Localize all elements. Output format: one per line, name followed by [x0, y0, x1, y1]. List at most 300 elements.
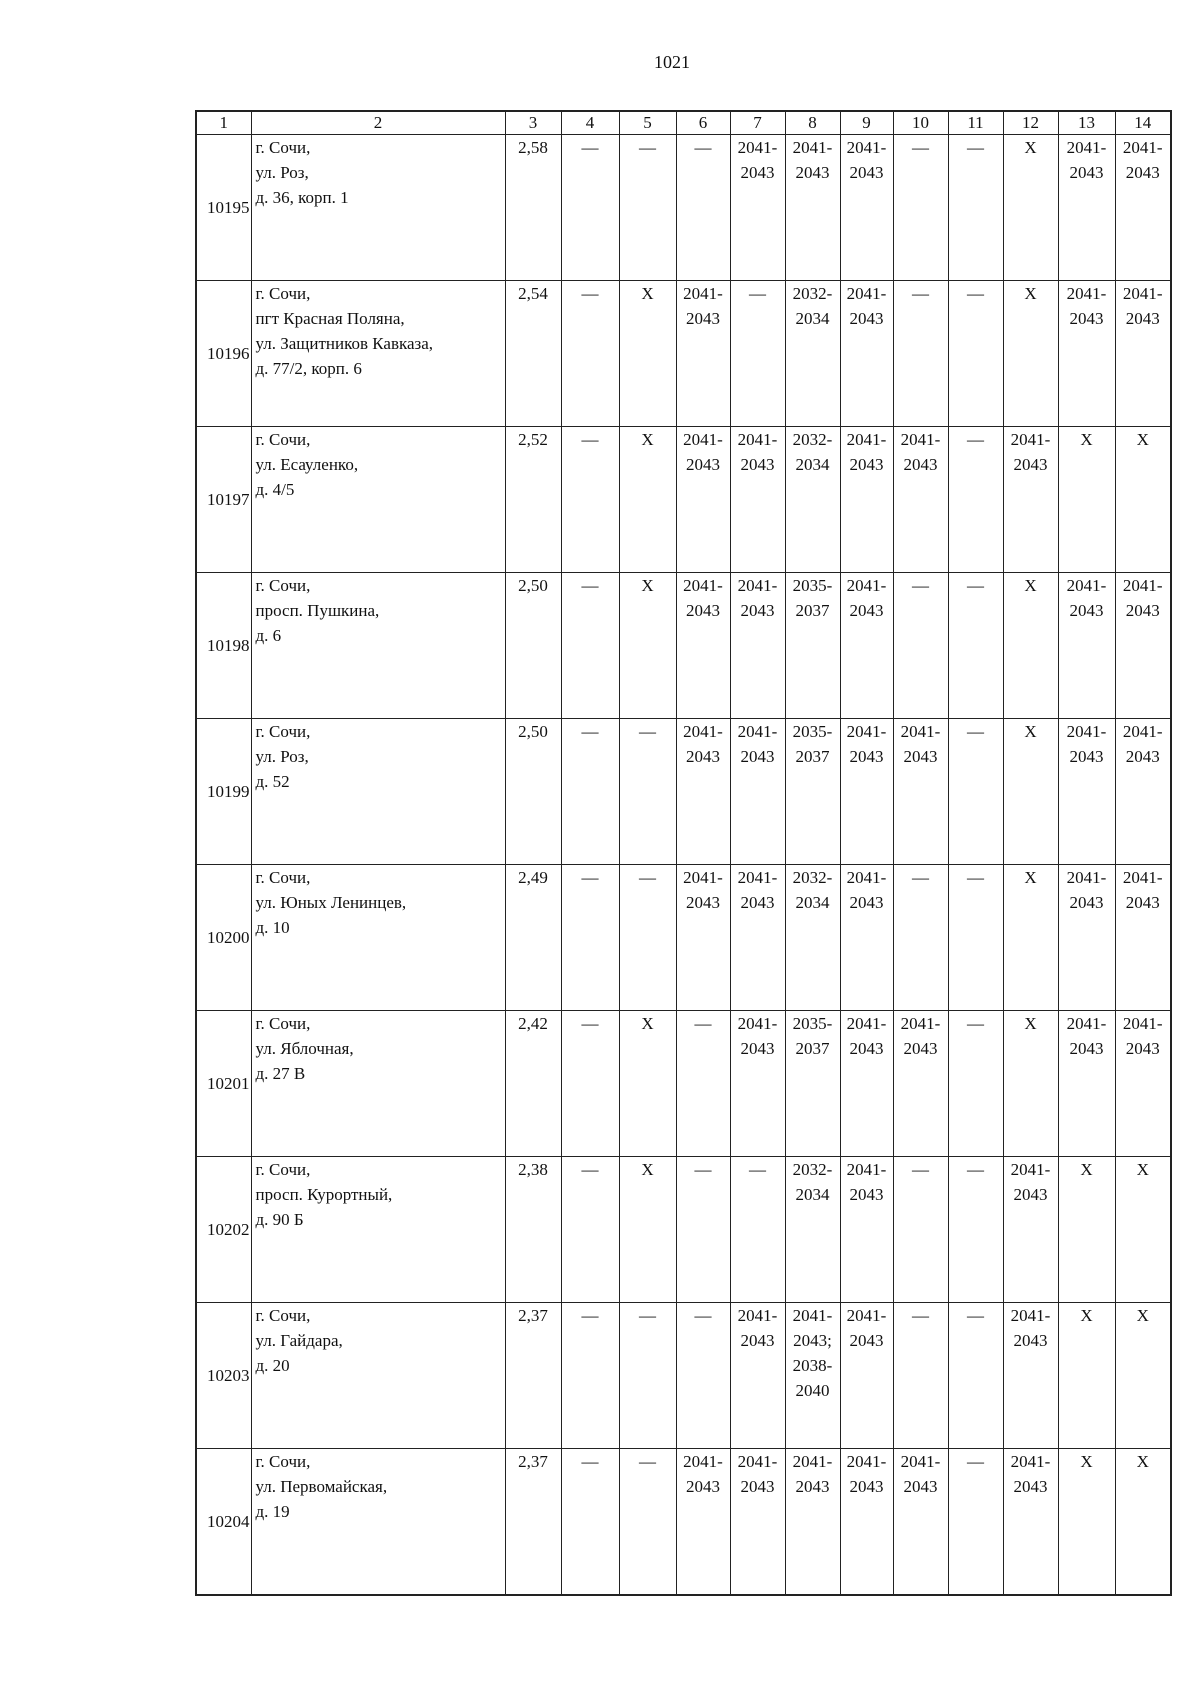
cell-line: — [749, 1160, 766, 1179]
cell-line: 2043 [1013, 455, 1048, 474]
column-header: 12 [1003, 111, 1058, 135]
cell-line: 2041- [683, 430, 723, 449]
column-header: 14 [1115, 111, 1171, 135]
cell-line: — [581, 138, 599, 157]
cell-line: 2043 [849, 163, 884, 182]
period-cell [561, 573, 619, 719]
cell-line: 2043 [903, 1477, 938, 1496]
period-cell [730, 719, 785, 865]
period-cell [1058, 1011, 1115, 1157]
cell-line: 2043 [849, 1331, 884, 1350]
table-body [196, 135, 1171, 1596]
cell-line: — [967, 138, 984, 157]
table-row [196, 281, 1171, 427]
cell-line: 2041- [900, 1014, 941, 1033]
period-cell [730, 427, 785, 573]
cell-line: Х [641, 1014, 654, 1033]
cell-line: — [639, 722, 656, 741]
cell-line: — [694, 1160, 712, 1179]
period-cell [785, 1449, 840, 1596]
cell-line: — [967, 868, 984, 887]
cell-line: Х [641, 284, 654, 303]
value-cell: 2,54 [505, 281, 561, 427]
cell-line: 2043 [740, 601, 775, 620]
period-cell [1003, 719, 1058, 865]
period-cell [730, 865, 785, 1011]
cell-line: — [749, 284, 766, 303]
address-line: г. Сочи, [255, 576, 311, 595]
period-cell [1003, 1303, 1058, 1449]
page-number: 1021 [654, 52, 690, 72]
cell-line: 2043 [686, 1477, 720, 1496]
cell-line: 2041- [683, 576, 723, 595]
period-cell [730, 1303, 785, 1449]
cell-line: 2041- [683, 722, 723, 741]
period-cell [561, 1303, 619, 1449]
cell-line: 2041- [1066, 576, 1107, 595]
value-cell: 2,42 [505, 1011, 561, 1157]
cell-line: Х [1136, 1160, 1149, 1179]
cell-line: 2043 [1069, 747, 1104, 766]
cell-line: — [912, 576, 929, 595]
cell-line: Х [1024, 284, 1037, 303]
cell-line: 2043 [1069, 601, 1104, 620]
period-cell [1058, 865, 1115, 1011]
address-line: г. Сочи, [255, 138, 311, 157]
column-header: 9 [840, 111, 893, 135]
period-cell [893, 135, 948, 281]
address-line: г. Сочи, [255, 1014, 311, 1033]
period-cell [1058, 135, 1115, 281]
cell-line: 2041- [846, 1014, 887, 1033]
period-cell [948, 427, 1003, 573]
table-row [196, 865, 1171, 1011]
cell-line: — [581, 576, 599, 595]
row-number: 10201 [196, 1011, 251, 1157]
cell-line: 2037 [795, 601, 830, 620]
period-cell [948, 1011, 1003, 1157]
period-cell [1003, 573, 1058, 719]
period-cell [676, 1449, 730, 1596]
cell-line: 2043 [1069, 1039, 1104, 1058]
cell-line: Х [641, 1160, 654, 1179]
address-line: д. 19 [255, 1502, 290, 1521]
cell-line: 2041- [683, 1452, 723, 1471]
cell-line: 2037 [795, 747, 830, 766]
period-cell [730, 573, 785, 719]
period-cell [840, 1303, 893, 1449]
cell-line: Х [641, 430, 654, 449]
address-line: ул. Роз, [255, 747, 309, 766]
cell-line: 2041- [1122, 868, 1163, 887]
cell-line: 2041- [683, 868, 723, 887]
cell-line: — [581, 1014, 599, 1033]
cell-line: — [581, 1160, 599, 1179]
period-cell [561, 1157, 619, 1303]
value-cell: 2,52 [505, 427, 561, 573]
period-cell [676, 719, 730, 865]
cell-line: — [639, 1452, 656, 1471]
period-cell [619, 135, 676, 281]
header-row [196, 111, 1171, 135]
cell-line: 2043 [686, 455, 720, 474]
period-cell [561, 1449, 619, 1596]
period-cell [561, 865, 619, 1011]
period-cell [561, 427, 619, 573]
cell-line: 2041- [1066, 1014, 1107, 1033]
row-number: 10199 [196, 719, 251, 865]
cell-line: 2034 [795, 893, 830, 912]
cell-line: 2041- [737, 868, 778, 887]
column-header: 2 [251, 111, 505, 135]
cell-line: 2035- [792, 1014, 833, 1033]
period-cell [561, 719, 619, 865]
cell-line: 2041- [846, 576, 887, 595]
cell-line: 2043; [793, 1331, 832, 1350]
value-cell: 2,38 [505, 1157, 561, 1303]
period-cell [840, 1449, 893, 1596]
cell-line: Х [1136, 430, 1149, 449]
period-cell [619, 573, 676, 719]
period-cell [561, 281, 619, 427]
address-cell [251, 865, 505, 1011]
period-cell [1003, 1449, 1058, 1596]
registry-table [195, 110, 1172, 1596]
cell-line: 2043 [686, 601, 720, 620]
period-cell [730, 135, 785, 281]
period-cell [619, 1157, 676, 1303]
table-row [196, 1449, 1171, 1596]
cell-line: — [581, 868, 599, 887]
period-cell [948, 281, 1003, 427]
cell-line: — [694, 138, 712, 157]
address-line: ул. Первомайская, [255, 1477, 388, 1496]
cell-line: 2043 [849, 1039, 884, 1058]
cell-line: — [694, 1014, 712, 1033]
cell-line: 2043 [1069, 309, 1104, 328]
cell-line: 2043 [795, 163, 830, 182]
period-cell [676, 427, 730, 573]
address-line: д. 52 [255, 772, 290, 791]
column-header: 6 [676, 111, 730, 135]
cell-line: 2041- [737, 1306, 778, 1325]
address-line: д. 27 В [255, 1064, 306, 1083]
period-cell [785, 573, 840, 719]
cell-line: Х [1080, 430, 1093, 449]
table-row [196, 719, 1171, 865]
cell-line: — [639, 138, 656, 157]
row-number: 10203 [196, 1303, 251, 1449]
cell-line: — [912, 868, 929, 887]
row-number: 10196 [196, 281, 251, 427]
cell-line: 2032- [792, 430, 833, 449]
cell-line: 2034 [795, 1185, 830, 1204]
period-cell [948, 573, 1003, 719]
cell-line: — [967, 1014, 984, 1033]
period-cell [893, 281, 948, 427]
period-cell [948, 719, 1003, 865]
cell-line: 2041- [846, 1306, 887, 1325]
cell-line: Х [1024, 722, 1037, 741]
period-cell [676, 865, 730, 1011]
period-cell [785, 1157, 840, 1303]
address-line: ул. Юных Ленинцев, [255, 893, 407, 912]
address-line: ул. Защитников Кавказа, [255, 334, 434, 353]
row-number: 10195 [196, 135, 251, 281]
period-cell [948, 1303, 1003, 1449]
address-cell [251, 281, 505, 427]
table-row [196, 135, 1171, 281]
cell-line: 2041- [1010, 430, 1051, 449]
column-header: 13 [1058, 111, 1115, 135]
cell-line: 2043 [795, 1477, 830, 1496]
period-cell [1003, 865, 1058, 1011]
cell-line: 2043 [740, 1039, 775, 1058]
cell-line: 2034 [795, 455, 830, 474]
period-cell [893, 1303, 948, 1449]
column-header: 11 [948, 111, 1003, 135]
period-cell [840, 281, 893, 427]
cell-line: 2043 [849, 309, 884, 328]
value-cell: 2,37 [505, 1449, 561, 1596]
period-cell [619, 1449, 676, 1596]
address-cell [251, 135, 505, 281]
cell-line: 2041- [1066, 722, 1107, 741]
cell-line: 2043 [1013, 1185, 1048, 1204]
cell-line: Х [1024, 576, 1037, 595]
cell-line: 2040 [795, 1381, 830, 1400]
address-cell [251, 573, 505, 719]
address-line: д. 90 Б [255, 1210, 304, 1229]
cell-line: — [967, 284, 984, 303]
value-cell: 2,49 [505, 865, 561, 1011]
cell-line: — [581, 284, 599, 303]
address-line: д. 20 [255, 1356, 290, 1375]
cell-line: 2034 [795, 309, 830, 328]
period-cell [840, 135, 893, 281]
cell-line: 2043 [849, 601, 884, 620]
cell-line: 2041- [737, 138, 778, 157]
cell-line: 2041- [737, 722, 778, 741]
cell-line: 2041- [846, 284, 887, 303]
cell-line: 2043 [1125, 747, 1160, 766]
period-cell [785, 865, 840, 1011]
cell-line: 2043 [849, 893, 884, 912]
period-cell [1003, 281, 1058, 427]
row-number: 10202 [196, 1157, 251, 1303]
period-cell [619, 1011, 676, 1157]
period-cell [893, 1157, 948, 1303]
cell-line: 2041- [1122, 576, 1163, 595]
value-cell: 2,50 [505, 573, 561, 719]
cell-line: — [967, 722, 984, 741]
address-cell [251, 427, 505, 573]
period-cell [730, 281, 785, 427]
address-line: д. 77/2, корп. 6 [255, 359, 362, 378]
cell-line: 2032- [792, 1160, 833, 1179]
cell-line: 2043 [903, 747, 938, 766]
cell-line: 2043 [1125, 163, 1160, 182]
cell-line: 2041- [900, 722, 941, 741]
cell-line: 2041- [1066, 138, 1107, 157]
address-line: г. Сочи, [255, 1306, 311, 1325]
address-line: ул. Гайдара, [255, 1331, 343, 1350]
period-cell [1003, 135, 1058, 281]
cell-line: — [912, 1306, 929, 1325]
cell-line: — [967, 1306, 984, 1325]
period-cell [893, 865, 948, 1011]
period-cell [1058, 427, 1115, 573]
column-header: 7 [730, 111, 785, 135]
cell-line: 2037 [795, 1039, 830, 1058]
period-cell [1058, 573, 1115, 719]
period-cell [1058, 281, 1115, 427]
period-cell [619, 427, 676, 573]
period-cell [1058, 1449, 1115, 1596]
cell-line: 2043 [740, 893, 775, 912]
period-cell [785, 135, 840, 281]
address-line: ул. Роз, [255, 163, 309, 182]
cell-line: 2041- [1066, 868, 1107, 887]
address-line: г. Сочи, [255, 868, 311, 887]
address-line: д. 6 [255, 626, 282, 645]
period-cell [730, 1157, 785, 1303]
table-row [196, 573, 1171, 719]
cell-line: Х [641, 576, 654, 595]
value-cell: 2,37 [505, 1303, 561, 1449]
period-cell [1115, 281, 1171, 427]
cell-line: 2038- [792, 1356, 833, 1375]
period-cell [840, 1011, 893, 1157]
cell-line: Х [1080, 1306, 1093, 1325]
cell-line: — [967, 430, 984, 449]
cell-line: Х [1024, 138, 1037, 157]
cell-line: 2035- [792, 576, 833, 595]
cell-line: — [694, 1306, 712, 1325]
period-cell [561, 135, 619, 281]
cell-line: Х [1080, 1452, 1093, 1471]
address-line: д. 10 [255, 918, 290, 937]
cell-line: Х [1024, 1014, 1037, 1033]
cell-line: — [639, 1306, 656, 1325]
cell-line: 2043 [849, 455, 884, 474]
period-cell [948, 865, 1003, 1011]
address-cell [251, 1157, 505, 1303]
value-cell: 2,58 [505, 135, 561, 281]
cell-line: 2041- [846, 868, 887, 887]
period-cell [561, 1011, 619, 1157]
period-cell [1115, 427, 1171, 573]
cell-line: 2043 [1069, 893, 1104, 912]
value-cell: 2,50 [505, 719, 561, 865]
cell-line: 2041- [792, 1306, 833, 1325]
period-cell [1115, 135, 1171, 281]
address-cell [251, 1011, 505, 1157]
cell-line: 2041- [846, 1452, 887, 1471]
cell-line: 2041- [792, 138, 833, 157]
address-line: д. 4/5 [255, 480, 295, 499]
period-cell [840, 427, 893, 573]
cell-line: 2043 [740, 163, 775, 182]
cell-line: 2043 [1069, 163, 1104, 182]
period-cell [619, 865, 676, 1011]
period-cell [785, 427, 840, 573]
period-cell [676, 1157, 730, 1303]
cell-line: 2041- [846, 1160, 887, 1179]
cell-line: 2043 [740, 455, 775, 474]
row-number: 10204 [196, 1449, 251, 1596]
cell-line: 2041- [1010, 1306, 1051, 1325]
table-row [196, 427, 1171, 573]
address-cell [251, 1303, 505, 1449]
row-number: 10200 [196, 865, 251, 1011]
address-line: г. Сочи, [255, 1452, 311, 1471]
period-cell [1115, 865, 1171, 1011]
cell-line: — [581, 430, 599, 449]
cell-line: 2041- [683, 284, 723, 303]
period-cell [785, 1011, 840, 1157]
cell-line: 2041- [1122, 138, 1163, 157]
cell-line: 2043 [740, 1331, 775, 1350]
cell-line: 2043 [1013, 1477, 1048, 1496]
cell-line: 2041- [1010, 1160, 1051, 1179]
period-cell [1115, 1303, 1171, 1449]
cell-line: 2043 [740, 747, 775, 766]
period-cell [1115, 1011, 1171, 1157]
period-cell [893, 427, 948, 573]
cell-line: 2041- [1122, 284, 1163, 303]
period-cell [676, 1303, 730, 1449]
period-cell [1003, 427, 1058, 573]
period-cell [676, 281, 730, 427]
cell-line: 2041- [792, 1452, 833, 1471]
column-header: 10 [893, 111, 948, 135]
period-cell [840, 573, 893, 719]
cell-line: 2041- [1010, 1452, 1051, 1471]
period-cell [619, 719, 676, 865]
cell-line: — [581, 722, 599, 741]
period-cell [785, 281, 840, 427]
cell-line: 2043 [740, 1477, 775, 1496]
address-cell [251, 1449, 505, 1596]
cell-line: 2032- [792, 284, 833, 303]
cell-line: 2041- [846, 430, 887, 449]
period-cell [1115, 573, 1171, 719]
cell-line: 2035- [792, 722, 833, 741]
cell-line: — [639, 868, 656, 887]
cell-line: 2043 [1013, 1331, 1048, 1350]
cell-line: 2043 [686, 747, 720, 766]
cell-line: 2043 [1125, 309, 1160, 328]
cell-line: 2043 [903, 455, 938, 474]
period-cell [676, 1011, 730, 1157]
address-line: ул. Яблочная, [255, 1039, 354, 1058]
cell-line: 2041- [846, 722, 887, 741]
cell-line: 2032- [792, 868, 833, 887]
address-line: г. Сочи, [255, 722, 311, 741]
period-cell [948, 1157, 1003, 1303]
period-cell [893, 1449, 948, 1596]
period-cell [730, 1011, 785, 1157]
cell-line: — [967, 1160, 984, 1179]
address-line: просп. Курортный, [255, 1185, 393, 1204]
period-cell [1115, 1157, 1171, 1303]
cell-line: 2043 [1125, 1039, 1160, 1058]
cell-line: Х [1024, 868, 1037, 887]
row-number: 10197 [196, 427, 251, 573]
cell-line: 2043 [849, 747, 884, 766]
period-cell [619, 281, 676, 427]
